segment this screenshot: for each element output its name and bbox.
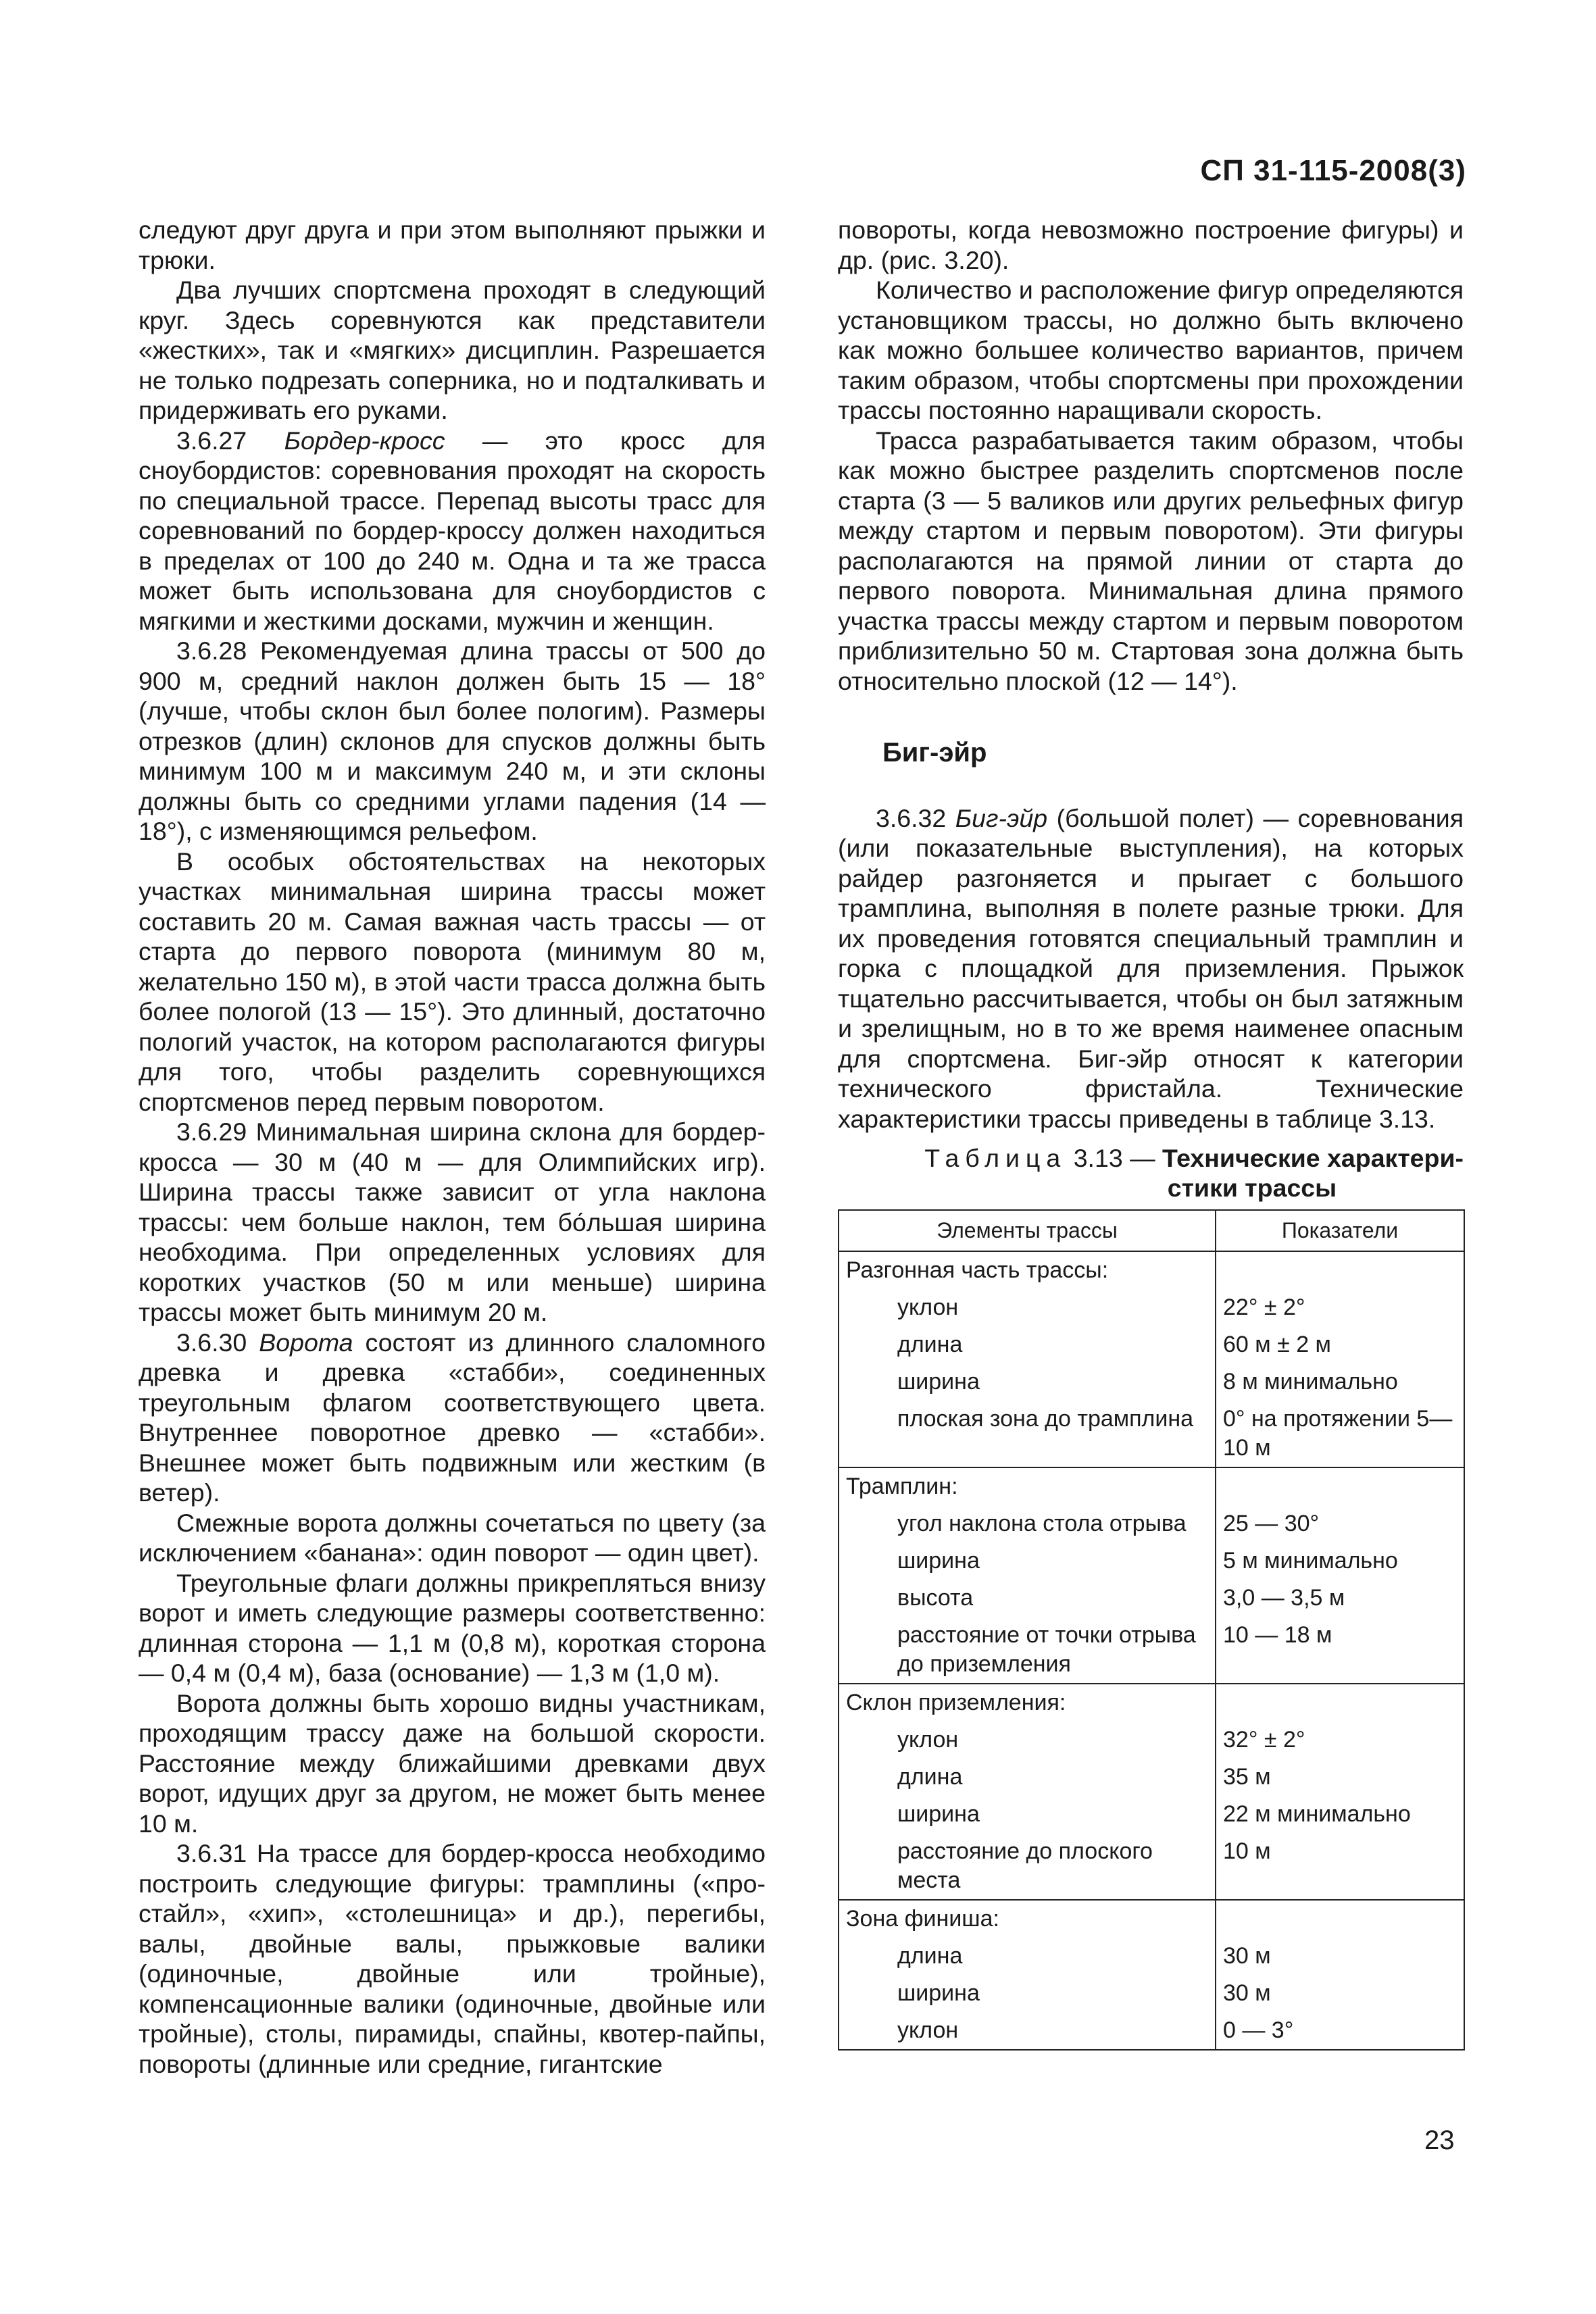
paragraph: 3.6.28 Рекомендуемая длина трассы от 500 до 900 м, средний наклон должен быть 15 — 18° (лучше, чтобы склон был более пологим). Размеры отрезков (длин) склонов для спусков должны быть минимум 100 м и максимум 240 м, и эти склоны должны быть со средними углами падения (14 — 18°), с изменяющимся рельефом. [139,636,766,845]
paragraph: Ворота должны быть хорошо видны участникам, проходящим трассу даже на большой скорости. Расстояние между ближайшими древками двух ворот, идущих друг за другом, не может быть менее 10 м. [139,1688,766,1838]
table-caption-number: 3.13 [1073,1144,1123,1172]
paragraph [838,803,1464,1134]
defined-term: Бордер-кросс [284,426,445,455]
value-cell: 35 м [1216,1759,1464,1796]
table-row [839,1363,1464,1401]
value-cell: 30 м [1216,1938,1464,1975]
table-row [839,1542,1464,1580]
element-cell: ширина [839,1796,1216,1833]
paragraph [139,426,766,636]
value-cell: 0° на протяжении 5—10 м [1216,1401,1464,1467]
element-cell: расстояние от точки отрыва до приземления [839,1617,1216,1684]
value-cell: 30 м [1216,1975,1464,2012]
specifications-table [838,1209,1465,2051]
group-value [1216,1900,1464,1938]
element-cell: уклон [839,1289,1216,1326]
paragraph: 3.6.29 Минимальная ширина склона для бордер-кросса — 30 м (40 м — для Олимпийских игр). Ширина трассы также зависит от угла наклона трассы: чем больше наклон, тем бо́льшая ширина необходима. При определенных условиях для коротких участков (50 м или меньше) ширина трассы может быть минимум 20 м. [139,1117,766,1326]
element-cell: плоская зона до трамплина [839,1401,1216,1467]
element-cell: длина [839,1938,1216,1975]
value-cell: 8 м минимально [1216,1363,1464,1401]
table-row [839,1796,1464,1833]
table-caption-label: Таблица [924,1144,1067,1172]
group-value [1216,1251,1464,1289]
paragraph-text: (большой полет) — соревнования (или показательные выступления), на которых райдер разгоняется и прыгает с большого трамплина, выполняя в полете разные трюки. Для их проведения готовятся специальный трамплин и горка с площадкой для приземления. Прыжок тщательно рассчитывается, чтобы он был затяжным и зрелищным, но в то же время наименее опасным для спортсмена. Биг-эйр относят к категории технического фристайла. Технические характеристики трассы приведены в таблице 3.13. [838,803,1464,1133]
paragraph: 3.6.31 На трассе для бордер-кросса необходимо построить следующие фигуры: трамплины («про-стайл», «хип», «столешница» и др.), перегибы, валы, двойные валы, прыжковые валики (одиночные, двойные или тройные), компенсационные валики (одиночные, двойные или тройные), столы, пирамиды, спайны, квотер-пайпы, повороты (длинные или средние, гигантские [139,1839,766,2078]
table-caption [838,1143,1464,1203]
table-row [839,2012,1464,2050]
paragraph: Смежные ворота должны сочетаться по цвету (за исключением «банана»: один поворот — один цвет). [139,1508,766,1567]
table-row [839,1617,1464,1684]
paragraph-text: — это кросс для сноубордистов: соревнования проходят на скорость по специальной трассе. Перепад высоты трасс для соревнований по бордер-кроссу должен находиться в пределах от 100 до 240 м. Одна и та же трасса может быть использована для сноубордистов с мягкими и жесткими досками, мужчин и женщин. [139,426,766,635]
element-cell: ширина [839,1975,1216,2012]
table-row [839,1580,1464,1617]
table-row [839,1326,1464,1363]
group-value [1216,1467,1464,1505]
element-cell: угол наклона стола отрыва [839,1505,1216,1542]
paragraph: Два лучших спортсмена проходят в следующий круг. Здесь соревнуются как представители «жестких», так и «мягких» дисциплин. Разрешается не только подрезать соперника, но и подталкивать и придерживать его руками. [139,276,766,424]
paragraph [139,1328,766,1508]
table-caption-dash: — [1122,1144,1163,1172]
table-caption-title-line1: Технические характери- [1162,1144,1464,1172]
table-row [839,1401,1464,1467]
element-cell: высота [839,1580,1216,1617]
paragraph: В особых обстоятельствах на некоторых участках минимальная ширина трассы может составить 20 м. Самая важная часть трассы — от старта до первого поворота (минимум 80 м, желательно 150 м), в этой части трасса должна быть более пологой (13 — 15°). Это длинный, достаточно пологий участок, на котором располагаются фигуры для того, чтобы разделить соревнующихся спортсменов перед первым поворотом. [139,847,766,1116]
table-row [839,1505,1464,1542]
document-code: СП 31-115-2008(3) [1200,154,1466,187]
table-row [839,1938,1464,1975]
group-name: Разгонная часть трассы: [839,1251,1216,1289]
value-cell: 22 м минимально [1216,1796,1464,1833]
value-cell: 10 — 18 м [1216,1617,1464,1684]
element-cell: ширина [839,1363,1216,1401]
right-column-paragraphs [838,215,1464,1134]
defined-term: Ворота [259,1328,353,1357]
element-cell: расстояние до плоского места [839,1833,1216,1900]
value-cell: 32° ± 2° [1216,1721,1464,1759]
table-row [839,1833,1464,1900]
table-group-row [839,1684,1464,1721]
left-text-column [139,215,766,2079]
table-header-values: Показатели [1216,1210,1464,1251]
paragraph: следуют друг друга и при этом выполняют прыжки и трюки. [139,216,766,274]
element-cell: длина [839,1326,1216,1363]
table-row [839,1289,1464,1326]
element-cell: уклон [839,2012,1216,2050]
value-cell: 60 м ± 2 м [1216,1326,1464,1363]
paragraph-text: состоят из длинного слаломного древка и древка «стабби», соединенных треугольным флагом соответствующего цвета. Внутреннее поворотное древко — «стабби». Внешнее может быть подвижным или жестким (в ветер). [139,1328,766,1507]
right-text-column [838,215,1464,2051]
table-row [839,1759,1464,1796]
group-name: Зона финиша: [839,1900,1216,1938]
table-row [839,1975,1464,2012]
element-cell: ширина [839,1542,1216,1580]
clause-number: 3.6.30 [176,1328,247,1357]
section-heading: Биг-эйр [882,738,987,768]
defined-term: Биг-эйр [955,803,1048,832]
paragraph: Треугольные флаги должны прикрепляться внизу ворот и иметь следующие размеры соответственно: длинная сторона — 1,1 м (0,8 м), короткая сторона — 0,4 м (0,4 м), база (основание) — 1,3 м (1,0 м). [139,1568,766,1687]
table-header-elements: Элементы трассы [839,1210,1216,1251]
paragraph: Количество и расположение фигур определяются установщиком трассы, но должно быть включено как можно большее количество вариантов, причем таким образом, чтобы спортсмены при прохождении трассы постоянно наращивали скорость. [838,276,1464,424]
paragraph: повороты, когда невозможно построение фигуры) и др. (рис. 3.20). [838,216,1464,274]
element-cell: длина [839,1759,1216,1796]
table-group-row [839,1467,1464,1505]
value-cell: 22° ± 2° [1216,1289,1464,1326]
value-cell: 3,0 — 3,5 м [1216,1580,1464,1617]
group-name: Склон приземления: [839,1684,1216,1721]
element-cell: уклон [839,1721,1216,1759]
page-number: 23 [1424,2126,1455,2155]
group-name: Трамплин: [839,1467,1216,1505]
value-cell: 25 — 30° [1216,1505,1464,1542]
table-group-row [839,1251,1464,1289]
value-cell: 0 — 3° [1216,2012,1464,2050]
value-cell: 5 м минимально [1216,1542,1464,1580]
table-group-row [839,1900,1464,1938]
clause-number: 3.6.32 [876,803,947,832]
paragraph: Трасса разрабатывается таким образом, чтобы как можно быстрее разделить спортсменов после старта (3 — 5 валиков или других рельефных фигур между стартом и первым поворотом). Эти фигуры располагаются на прямой линии от старта до первого поворота. Минимальная длина прямого участка трассы между стартом и первым поворотом приблизительно 50 м. Стартовая зона должна быть относительно плоской (12 — 14°). [838,426,1464,695]
table-row [839,1721,1464,1759]
clause-number: 3.6.27 [176,426,247,455]
group-value [1216,1684,1464,1721]
table-caption-title-line2: стики трассы [1167,1174,1337,1202]
value-cell: 10 м [1216,1833,1464,1900]
